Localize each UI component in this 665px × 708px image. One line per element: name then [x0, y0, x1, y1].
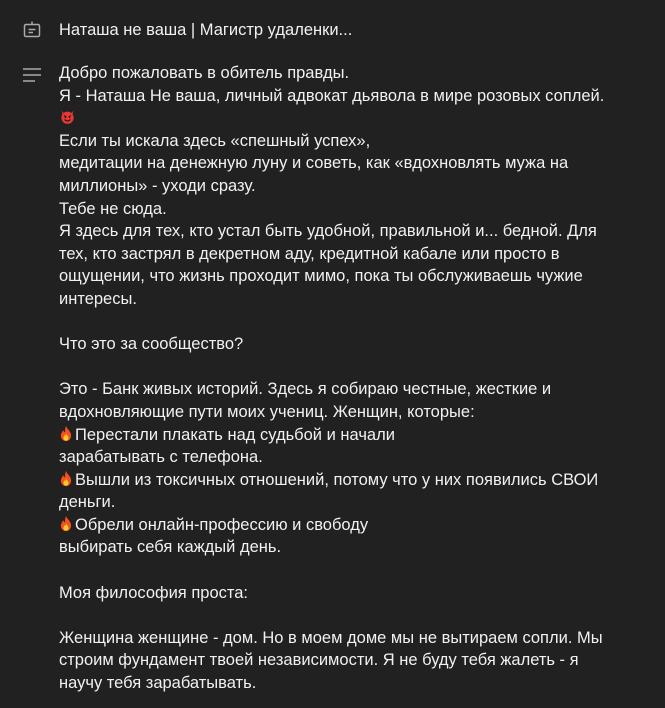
- description-line: Если ты искала здесь «спешный успех»,: [59, 131, 371, 150]
- feedback-icon: [22, 20, 42, 40]
- description-line: интересы.: [59, 289, 137, 308]
- smiling-devil-emoji: [59, 108, 76, 125]
- description-line: научу тебя зарабатывать.: [59, 674, 257, 693]
- description-line: строим фундамент твоей независимости. Я не буду тебя жалеть - я: [59, 651, 579, 670]
- description-line: Женщина женщине - дом. Но в моем доме мы не вытираем сопли. Мы: [59, 628, 603, 647]
- description-line: Я - Наташа Не ваша, личный адвокат дьявола в мире розовых соплей.: [59, 86, 605, 105]
- description-line: миллионы» - уходи сразу.: [59, 176, 256, 195]
- description-line: зарабатывать с телефона.: [59, 448, 263, 467]
- description-line: Это - Банк живых историй. Здесь я собираю честные, жесткие и: [59, 380, 552, 399]
- description-line: Что это за сообщество?: [59, 335, 244, 354]
- fire-emoji: [59, 470, 73, 487]
- description-line: деньги.: [59, 493, 116, 512]
- description-line: ощущении, что жизнь проходит мимо, пока ты обслуживаешь чужие: [59, 267, 583, 286]
- description-spacer: [59, 311, 659, 334]
- description-spacer: [59, 559, 659, 582]
- fire-emoji: [59, 425, 73, 442]
- description-line: выбирать себя каждый день.: [59, 538, 282, 557]
- description-spacer: [59, 604, 659, 627]
- description-line: вдохновляющие пути моих учениц. Женщин, которые:: [59, 402, 475, 421]
- channel-title: Наташа не ваша | Магистр удаленки...: [59, 21, 353, 39]
- description-line: [59, 107, 659, 130]
- description-list-line: [59, 514, 659, 537]
- notes-icon: [22, 67, 42, 83]
- description-line: тех, кто застрял в декретном аду, кредитной кабале или просто в: [59, 244, 560, 263]
- description-line: Моя философия проста:: [59, 583, 249, 602]
- description-list-line: [59, 424, 659, 447]
- description-line: Я здесь для тех, кто устал быть удобной, правильной и... бедной. Для: [59, 222, 597, 241]
- description-list-text: Вышли из токсичных отношений, потому что у них появились СВОИ: [75, 470, 599, 489]
- description-list-line: [59, 469, 659, 492]
- header-row: [0, 20, 665, 42]
- description-line: медитации на денежную луну и советь, как «вдохновлять мужа на: [59, 154, 569, 173]
- description-spacer: [59, 356, 659, 379]
- description-line: Добро пожаловать в обитель правды.: [59, 64, 350, 82]
- description-line: Тебе не сюда.: [59, 199, 167, 218]
- channel-description: [59, 62, 659, 695]
- fire-emoji: [59, 515, 73, 532]
- description-list-text: Перестали плакать над судьбой и начали: [75, 425, 395, 444]
- description-list-text: Обрели онлайн-профессию и свободу: [75, 515, 369, 534]
